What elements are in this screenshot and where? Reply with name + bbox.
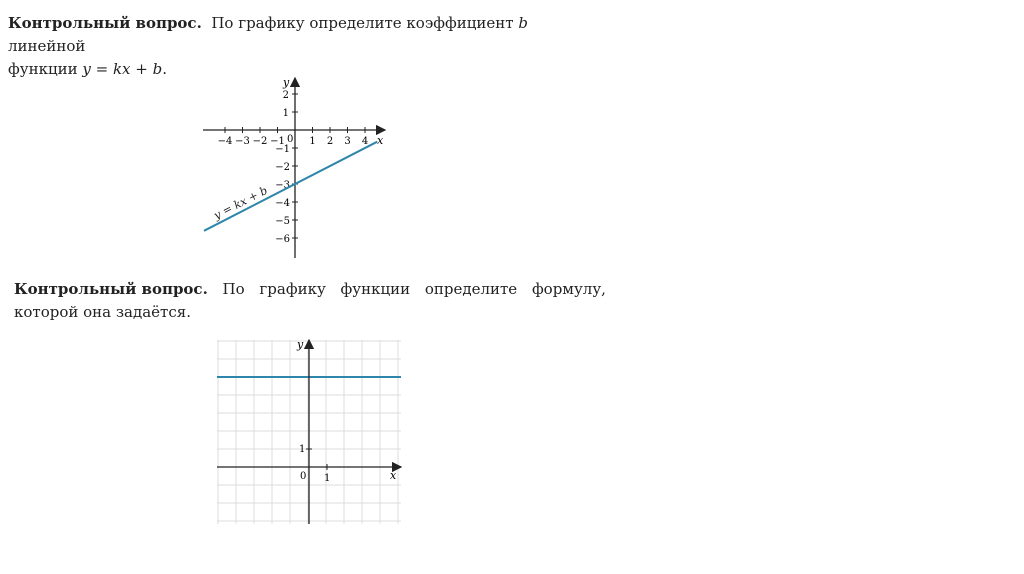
- x-tick-label: −4: [217, 136, 233, 147]
- x-tick-label: −2: [252, 136, 268, 147]
- constant-function-graph: [215, 336, 405, 528]
- question-1-text-c: функции: [8, 60, 78, 78]
- question-1-text: По графику определите коэффициент: [211, 14, 514, 32]
- y-axis-label: y: [283, 76, 290, 89]
- question-1-formula: y = kx + b: [82, 60, 163, 78]
- x-tick-label: 3: [344, 136, 351, 147]
- question-2-word: графику: [259, 280, 326, 298]
- x-tick-label: 2: [326, 136, 334, 147]
- x-axis-label: x: [377, 134, 384, 147]
- question-1-text-b: линейной: [8, 37, 86, 55]
- question-2-word: формулу,: [531, 280, 606, 298]
- question-2: [14, 278, 606, 324]
- x-tick-label: 1: [324, 473, 331, 484]
- y-tick-label: 1: [282, 108, 289, 119]
- y-tick-label: 2: [282, 90, 289, 101]
- x-tick-label: −3: [235, 136, 250, 147]
- question-1-label: Контрольный вопрос.: [8, 14, 202, 32]
- y-tick-label: −6: [275, 234, 290, 245]
- question-1-end: .: [162, 60, 167, 78]
- question-2-label: Контрольный вопрос.: [14, 280, 208, 298]
- question-2-word: функции: [340, 280, 411, 298]
- y-tick-label: 1: [299, 444, 306, 455]
- x-tick-label: −1: [270, 136, 285, 147]
- question-2-word: По: [222, 280, 245, 298]
- y-tick-label: −5: [275, 216, 290, 227]
- question-1-var-b: b: [518, 14, 528, 32]
- function-line: [204, 142, 377, 231]
- question-2-word: определите: [424, 280, 518, 298]
- line-label: y = kx + b: [211, 183, 270, 223]
- x-axis-label: x: [390, 469, 397, 482]
- x-tick-label: 4: [361, 136, 369, 147]
- y-tick-label: −4: [275, 198, 290, 209]
- linear-function-graph: [195, 72, 395, 262]
- question-2-text-b: которой она задаётся.: [14, 303, 191, 321]
- question-1: [8, 12, 598, 81]
- x-tick-label: 1: [309, 136, 316, 147]
- origin-label: 0: [300, 471, 307, 482]
- origin-label: 0: [287, 134, 294, 145]
- y-tick-label: −2: [275, 162, 290, 173]
- y-axis-label: y: [297, 338, 304, 351]
- y-tick-label: −1: [275, 144, 290, 155]
- y-tick-label: −3: [275, 180, 290, 191]
